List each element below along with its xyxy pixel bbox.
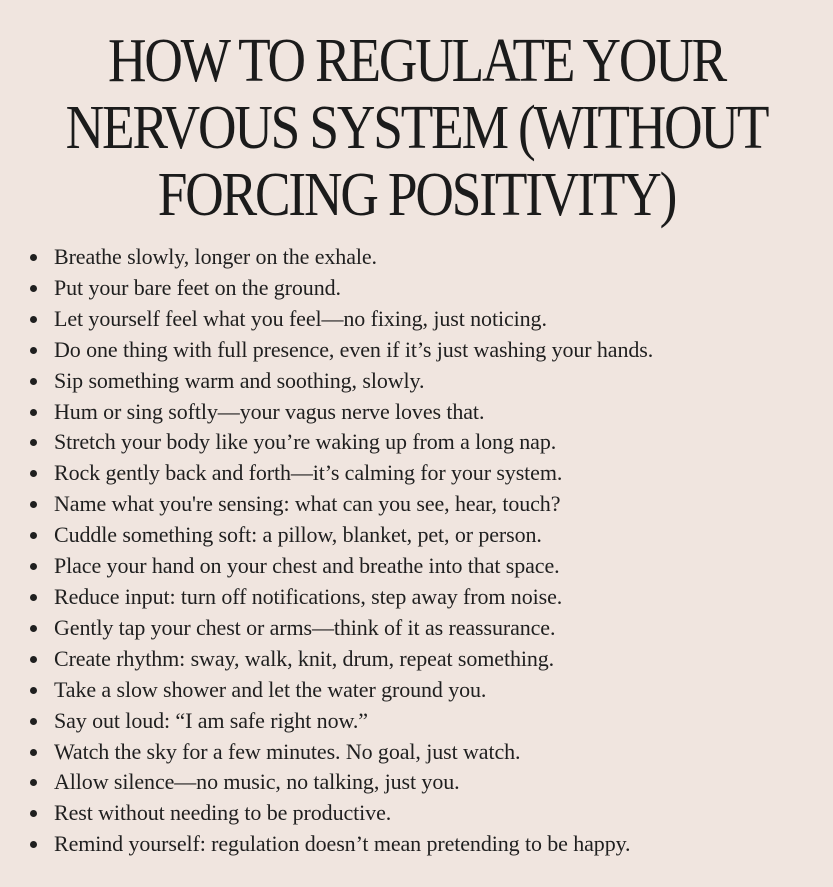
list-item-text: Stretch your body like you’re waking up from a long nap. <box>54 429 557 455</box>
list-item-text: Remind yourself: regulation doesn’t mean pretending to be happy. <box>54 831 631 857</box>
bullet-icon <box>30 254 37 261</box>
list-item-text: Cuddle something soft: a pillow, blanket, pet, or person. <box>54 522 542 548</box>
title-line-1: HOW TO REGULATE YOUR <box>107 27 726 95</box>
bullet-icon <box>30 749 37 756</box>
list-item-text: Breathe slowly, longer on the exhale. <box>54 244 377 269</box>
bullet-icon <box>30 347 37 354</box>
list-item-text: Rest without needing to be productive. <box>54 800 392 826</box>
list-item-text: Do one thing with full presence, even if it’s just washing your hands. <box>54 336 654 362</box>
list-item <box>30 489 653 520</box>
bullet-icon <box>30 439 37 446</box>
list-item <box>30 829 653 860</box>
bullet-icon <box>30 378 37 385</box>
bullet-icon <box>30 841 37 848</box>
bullet-icon <box>30 779 37 786</box>
list-item <box>30 675 653 706</box>
list-item <box>30 706 653 737</box>
list-item <box>30 613 653 644</box>
list-item-text: Sip something warm and soothing, slowly. <box>54 367 425 393</box>
bullet-icon <box>30 501 37 508</box>
list-item <box>30 644 653 675</box>
tips-list <box>30 242 653 860</box>
list-item <box>30 242 653 273</box>
bullet-icon <box>30 532 37 539</box>
list-item <box>30 397 653 428</box>
bullet-icon <box>30 285 37 292</box>
list-item-text: Hum or sing softly—your vagus nerve loves that. <box>54 398 485 424</box>
list-item-text: Allow silence—no music, no talking, just you. <box>54 769 460 795</box>
list-item <box>30 458 653 489</box>
list-item-text: Say out loud: “I am safe right now.” <box>54 707 368 733</box>
bullet-icon <box>30 625 37 632</box>
list-item <box>30 304 653 335</box>
bullet-icon <box>30 470 37 477</box>
list-item-text: Create rhythm: sway, walk, knit, drum, repeat something. <box>54 645 555 671</box>
list-item <box>30 520 653 551</box>
bullet-icon <box>30 563 37 570</box>
list-item <box>30 427 653 458</box>
bullet-icon <box>30 656 37 663</box>
list-item <box>30 798 653 829</box>
list-item <box>30 335 653 366</box>
list-item <box>30 551 653 582</box>
list-item <box>30 366 653 397</box>
page-title <box>58 28 774 229</box>
bullet-icon <box>30 718 37 725</box>
list-item-text: Let yourself feel what you feel—no fixing, just noticing. <box>54 305 547 331</box>
bullet-icon <box>30 810 37 817</box>
list-item-text: Reduce input: turn off notifications, step away from noise. <box>54 583 563 609</box>
title-line-2: NERVOUS SYSTEM (WITHOUT <box>65 94 768 162</box>
bullet-icon <box>30 687 37 694</box>
list-item <box>30 737 653 768</box>
bullet-icon <box>30 316 37 323</box>
list-item-text: Gently tap your chest or arms—think of it as reassurance. <box>54 614 556 640</box>
list-item-text: Rock gently back and forth—it’s calming for your system. <box>54 460 563 486</box>
list-item <box>30 273 653 304</box>
list-item-text: Name what you're sensing: what can you see, hear, touch? <box>54 491 561 517</box>
list-item-text: Take a slow shower and let the water ground you. <box>54 676 487 702</box>
list-item-text: Put your bare feet on the ground. <box>54 274 341 300</box>
list-item <box>30 582 653 613</box>
bullet-icon <box>30 594 37 601</box>
list-item-text: Watch the sky for a few minutes. No goal, just watch. <box>54 738 521 764</box>
list-item-text: Place your hand on your chest and breathe into that space. <box>54 553 560 579</box>
bullet-icon <box>30 409 37 416</box>
list-item <box>30 767 653 798</box>
title-line-3: FORCING POSITIVITY) <box>157 161 676 229</box>
